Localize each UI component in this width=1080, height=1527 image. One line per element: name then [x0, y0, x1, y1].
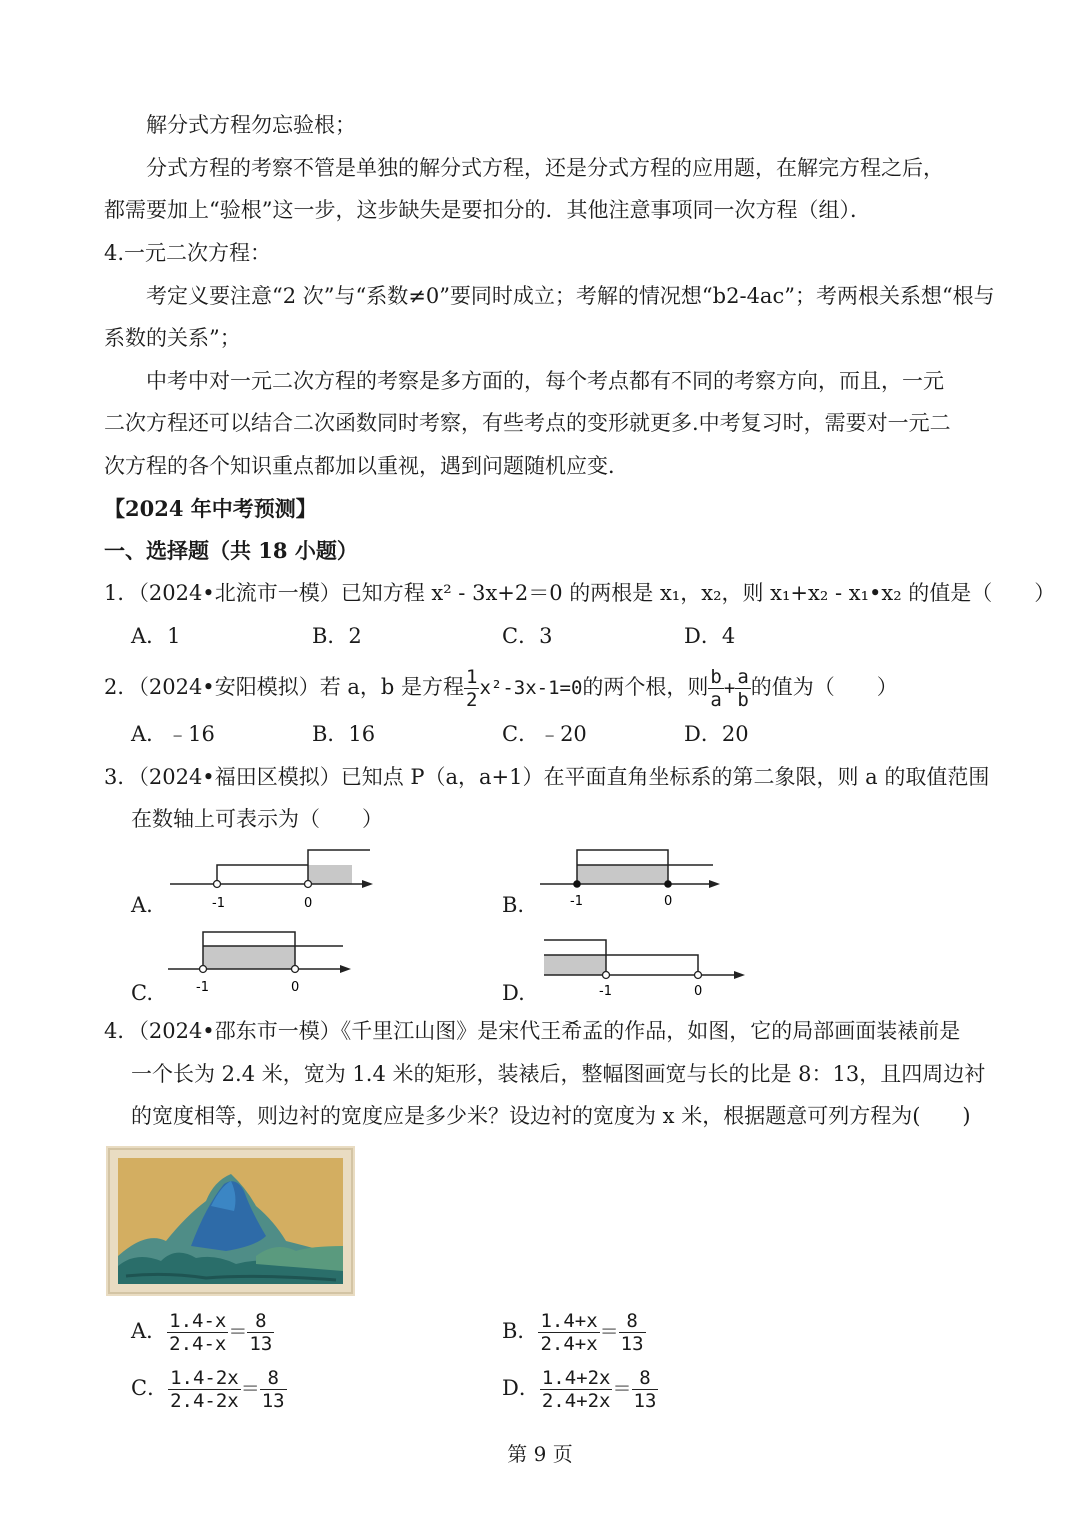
q2-fraction-a-over-b: $\frac{a}{b}$ — [737, 666, 749, 711]
q4-option-c-label: C． — [131, 1376, 169, 1400]
section-choice-heading: 一、选择题（共 18 小题） — [104, 538, 358, 563]
q3-option-a-label: A. — [131, 893, 153, 917]
intro-line-3: 都需要加上“验根”这一步，这步缺失是要扣分的．其他注意事项同一次方程（组）． — [104, 198, 871, 222]
q4-option-a-fraction: $\frac{1.4-x}{2.4-x}$ — [169, 1310, 227, 1355]
tick-label-zero: 0 — [291, 980, 300, 995]
q3-option-d-label: D. — [502, 981, 525, 1005]
section-predict-heading: 【2024 年中考预测】 — [104, 496, 317, 521]
page-number-footer: 第 9 页 — [507, 1442, 573, 1466]
tick-label-neg1: -1 — [570, 894, 583, 909]
q2-fraction-b-over-a: $\frac{b}{a}$ — [710, 666, 722, 711]
tick-label-zero: 0 — [304, 896, 313, 911]
q1-option-a: A．1 — [131, 624, 181, 648]
q1-prefix: 1．（2024•北流市一模）已知方程 — [104, 581, 432, 605]
intro-line-5: 考定义要注意“2 次”与“系数≠0”要同时成立；考解的情况想“b2-4ac”；考两根关系想“根与 — [146, 284, 995, 308]
q4-option-a-ratio: $\frac{8}{13}$ — [249, 1310, 273, 1355]
q4-option-c: C． $\frac{1.4-2x}{2.4-2x}$ ＝ $\frac{8}{13}$ — [131, 1367, 285, 1412]
question-1 — [104, 579, 1055, 607]
q4-option-c-ratio: $\frac{8}{13}$ — [261, 1367, 285, 1412]
q2-option-a: A．﹣16 — [131, 722, 215, 746]
q3-numberline-d — [538, 930, 753, 1000]
q4-option-d-label: D． — [502, 1376, 540, 1400]
q3-option-b-label: B. — [502, 893, 525, 917]
tick-label-zero: 0 — [694, 984, 703, 999]
q2-equation: x²-3x-1=0 — [479, 677, 583, 699]
q3-numberline-b — [535, 845, 725, 915]
intro-line-9: 次方程的各个知识重点都加以重视，遇到问题随机应变． — [104, 454, 629, 478]
q2-half-fraction: $\frac{1}{2}$ — [466, 666, 478, 711]
q2-option-c: C．﹣20 — [502, 722, 587, 746]
q2-mid: 的两个根，则 — [582, 675, 709, 699]
q2-option-d: D．20 — [684, 722, 749, 746]
intro-line-7: 中考中对一元二次方程的考察是多方面的，每个考点都有不同的考察方向，而且，一元 — [146, 369, 944, 393]
q1-option-c: C．3 — [502, 624, 553, 648]
q4-option-b-fraction: $\frac{1.4+x}{2.4+x}$ — [540, 1310, 598, 1355]
q3-numberline-a — [165, 845, 380, 915]
q2-option-b: B．16 — [312, 722, 376, 746]
tick-label-zero: 0 — [664, 894, 673, 909]
q3-option-c-label: C. — [131, 981, 153, 1005]
question-3-line-2: 在数轴上可表示为（ ） — [131, 807, 383, 831]
q4-option-b-label: B． — [502, 1319, 539, 1343]
q4-option-a-label: A． — [131, 1319, 168, 1343]
tick-label-neg1: -1 — [212, 896, 225, 911]
q1-option-b: B．2 — [312, 624, 362, 648]
q4-option-b-ratio: $\frac{8}{13}$ — [620, 1310, 644, 1355]
q4-option-a: A． $\frac{1.4-x}{2.4-x}$ ＝ $\frac{8}{13}$ — [131, 1310, 273, 1355]
tick-label-neg1: -1 — [599, 984, 612, 999]
q2-suffix: 的值为（ ） — [750, 675, 898, 699]
question-4-line-3: 的宽度相等，则边衬的宽度应是多少米？设边衬的宽度为 x 米，根据题意可列方程为( ) — [131, 1104, 971, 1128]
q4-option-d-ratio: $\frac{8}{13}$ — [633, 1367, 657, 1412]
tick-label-neg1: -1 — [196, 980, 209, 995]
intro-line-8: 二次方程还可以结合二次函数同时考察，有些考点的变形就更多.中考复习时，需要对一元二 — [104, 411, 951, 435]
q4-option-d-fraction: $\frac{1.4+2x}{2.4+2x}$ — [541, 1367, 611, 1412]
landscape-painting-image — [106, 1146, 355, 1296]
question-4-line-2: 一个长为 2.4 米，宽为 1.4 米的矩形，装裱后，整幅图画宽与长的比是 8：13，且四周边衬 — [131, 1062, 986, 1086]
question-3-line-1: 3．（2024•福田区模拟）已知点 P（a，a+1）在平面直角坐标系的第二象限，则 a 的取值范围 — [104, 765, 990, 789]
question-4-line-1: 4．（2024•邵东市一模）《千里江山图》是宋代王希孟的作品，如图，它的局部画面装裱前是 — [104, 1019, 961, 1043]
q4-option-d: D． $\frac{1.4+2x}{2.4+2x}$ ＝ $\frac{8}{13}$ — [502, 1367, 657, 1412]
intro-line-1: 解分式方程勿忘验根； — [146, 113, 356, 137]
q3-numberline-c — [165, 928, 365, 1000]
intro-line-6: 系数的关系”； — [104, 326, 241, 350]
q1-equation: x² - 3x+2＝0 — [431, 581, 563, 605]
q2-prefix: 2．（2024•安阳模拟）若 a，b 是方程 — [104, 675, 465, 699]
q2-plus: + — [723, 677, 736, 699]
q1-option-d: D．4 — [684, 624, 736, 648]
q4-option-c-fraction: $\frac{1.4-2x}{2.4-2x}$ — [170, 1367, 239, 1412]
intro-line-2: 分式方程的考察不管是单独的解分式方程，还是分式方程的应用题，在解完方程之后， — [146, 156, 944, 180]
q1-rest: 的两根是 x₁，x₂，则 x₁+x₂ - x₁•x₂ 的值是（ ） — [562, 581, 1056, 605]
q4-option-b: B． $\frac{1.4+x}{2.4+x}$ ＝ $\frac{8}{13}$ — [502, 1310, 644, 1355]
question-2 — [104, 664, 898, 710]
heading-quadratic: 4.一元二次方程： — [104, 241, 272, 265]
